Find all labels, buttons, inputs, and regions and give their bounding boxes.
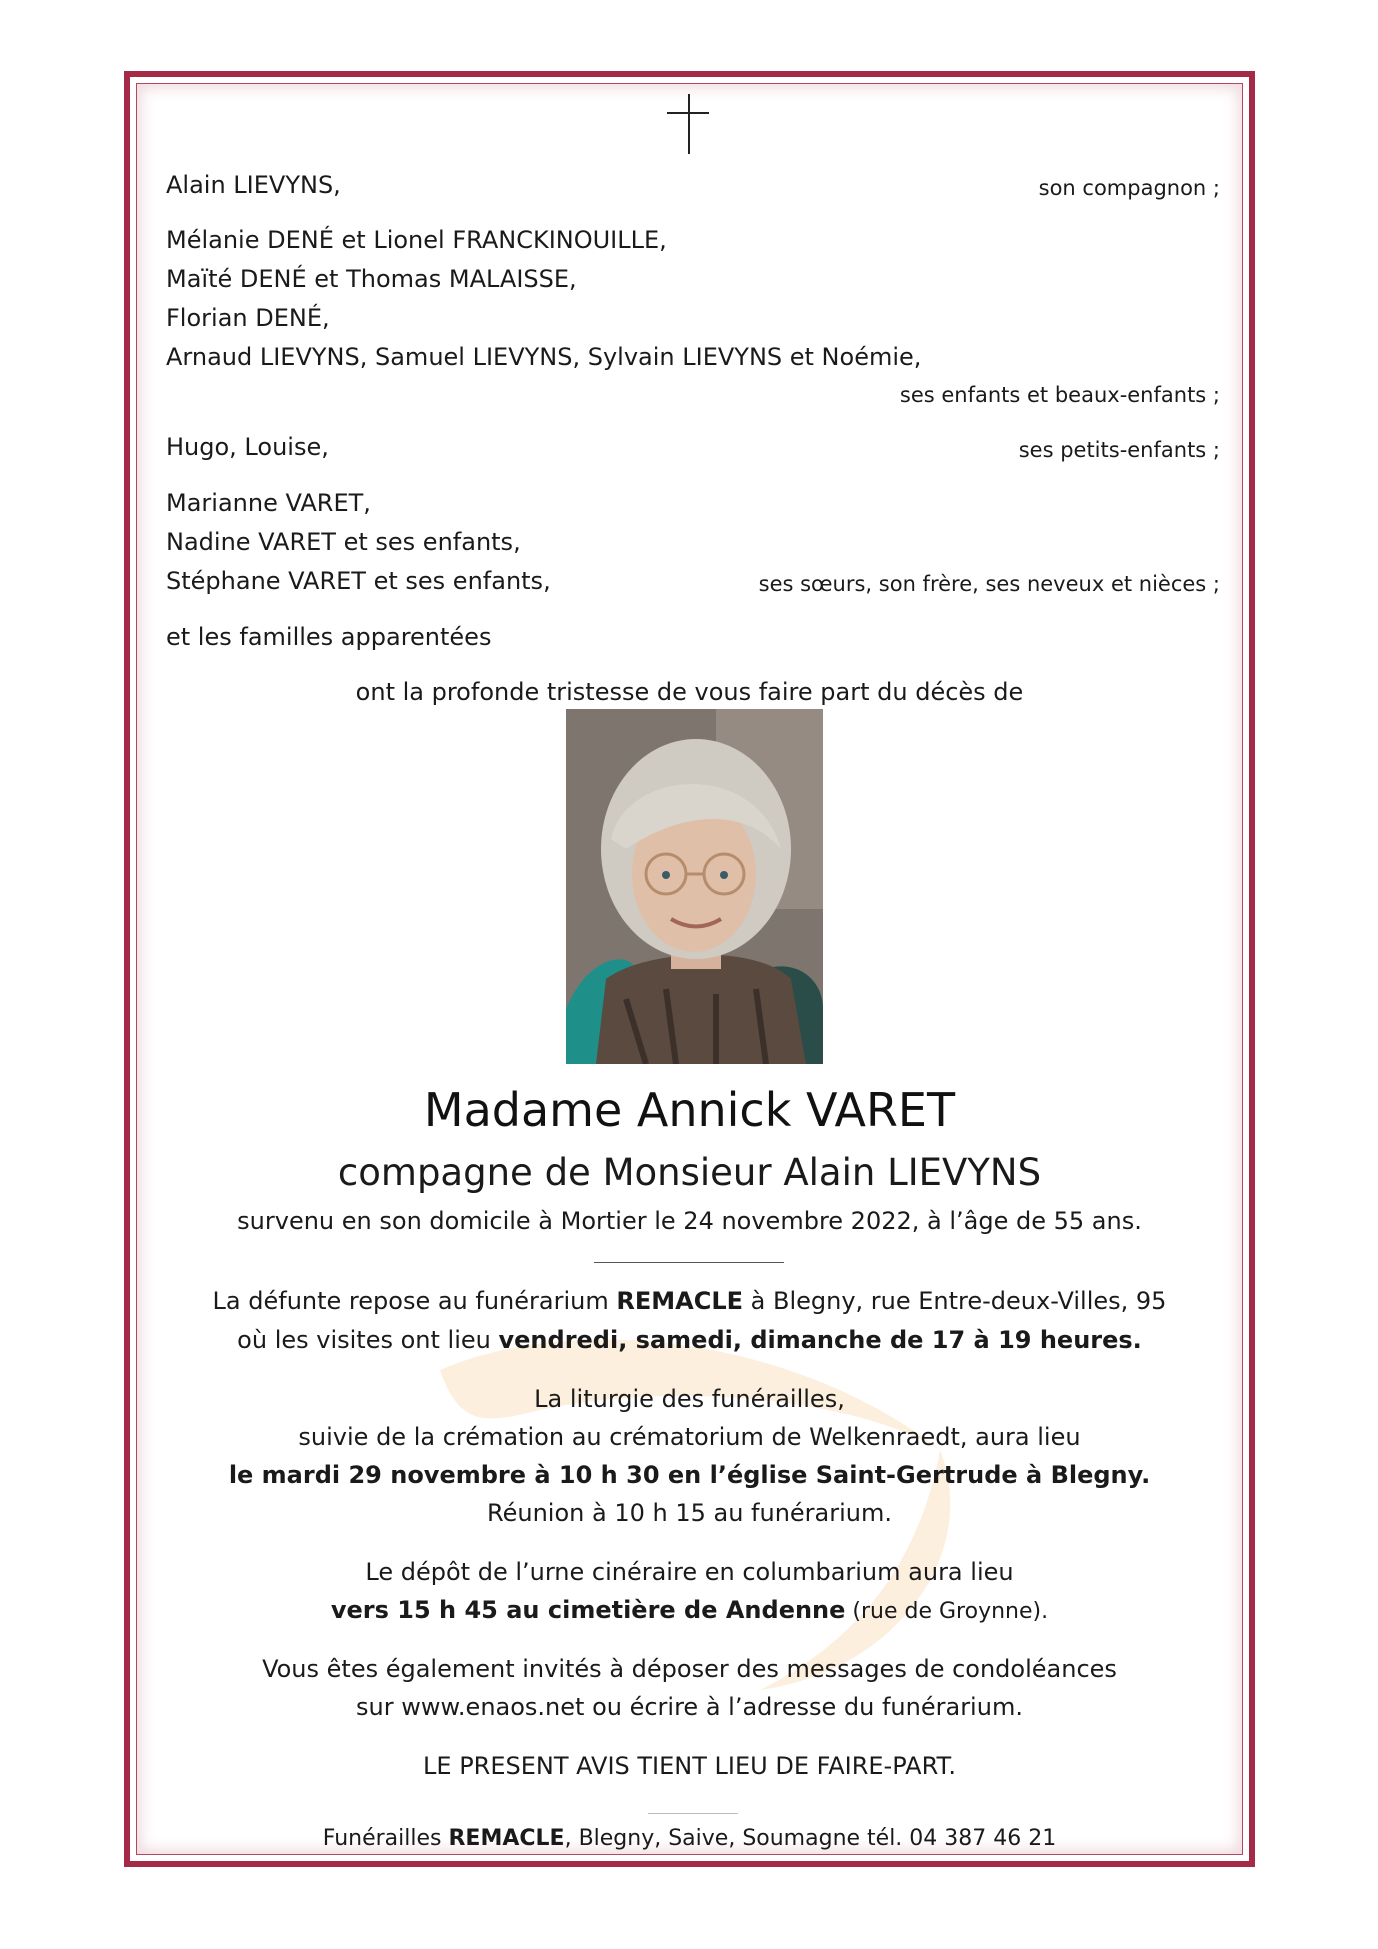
grandchildren-names: Hugo, Louise, — [166, 433, 329, 461]
liturgy-line-2: suivie de la crémation au crématorium de Welkenraedt, aura lieu — [298, 1423, 1081, 1451]
child-line-3: Florian DENÉ, — [166, 304, 330, 332]
urn-line-1: Le dépôt de l’urne cinéraire en columbarium aura lieu — [365, 1558, 1014, 1586]
deceased-portrait-photo — [566, 709, 823, 1064]
child-line-2: Maïté DENÉ et Thomas MALAISSE, — [166, 265, 577, 293]
cross-icon — [663, 94, 713, 154]
announcement-text: ont la profonde tristesse de vous faire part du décès de — [355, 678, 1024, 706]
deceased-subtitle: compagne de Monsieur Alain LIEVYNS — [337, 1151, 1042, 1194]
notice-text: LE PRESENT AVIS TIENT LIEU DE FAIRE-PART. — [423, 1752, 956, 1780]
deceased-details: survenu en son domicile à Mortier le 24 novembre 2022, à l’âge de 55 ans. — [237, 1207, 1142, 1235]
sibling-line-1: Marianne VARET, — [166, 489, 371, 517]
footer-divider — [648, 1813, 738, 1814]
sibling-line-3: Stéphane VARET et ses enfants, — [166, 567, 551, 595]
child-line-1: Mélanie DENÉ et Lionel FRANCKINOUILLE, — [166, 226, 667, 254]
sibling-line-2: Nadine VARET et ses enfants, — [166, 528, 521, 556]
siblings-relation: ses sœurs, son frère, ses neveux et nièces ; — [758, 572, 1220, 596]
footer-text: Funérailles REMACLE, Blegny, Saive, Soumagne tél. 04 387 46 21 — [322, 1826, 1057, 1851]
visitation-line-2: où les visites ont lieu vendredi, samedi, dimanche de 17 à 19 heures. — [237, 1326, 1142, 1354]
grandchildren-relation: ses petits-enfants ; — [1018, 438, 1220, 462]
deceased-name: Madame Annick VARET — [423, 1083, 956, 1137]
child-line-4: Arnaud LIEVYNS, Samuel LIEVYNS, Sylvain LIEVYNS et Noémie, — [166, 343, 922, 371]
partner-relation: son compagnon ; — [1038, 176, 1220, 200]
condolences-line-1: Vous êtes également invités à déposer des messages de condoléances — [262, 1655, 1117, 1683]
related-families: et les familles apparentées — [166, 623, 492, 651]
section-divider — [594, 1262, 784, 1263]
partner-name: Alain LIEVYNS, — [166, 171, 341, 199]
liturgy-line-3: le mardi 29 novembre à 10 h 30 en l’église Saint-Gertrude à Blegny. — [228, 1461, 1151, 1489]
urn-line-2: vers 15 h 45 au cimetière de Andenne (rue de Groynne). — [330, 1596, 1049, 1624]
visitation-line-1: La défunte repose au funérarium REMACLE à Blegny, rue Entre-deux-Villes, 95 — [212, 1287, 1167, 1315]
liturgy-line-1: La liturgie des funérailles, — [534, 1385, 845, 1413]
children-relation: ses enfants et beaux-enfants ; — [899, 383, 1220, 407]
liturgy-line-4: Réunion à 10 h 15 au funérarium. — [487, 1499, 892, 1527]
condolences-line-2: sur www.enaos.net ou écrire à l’adresse du funérarium. — [356, 1693, 1023, 1721]
